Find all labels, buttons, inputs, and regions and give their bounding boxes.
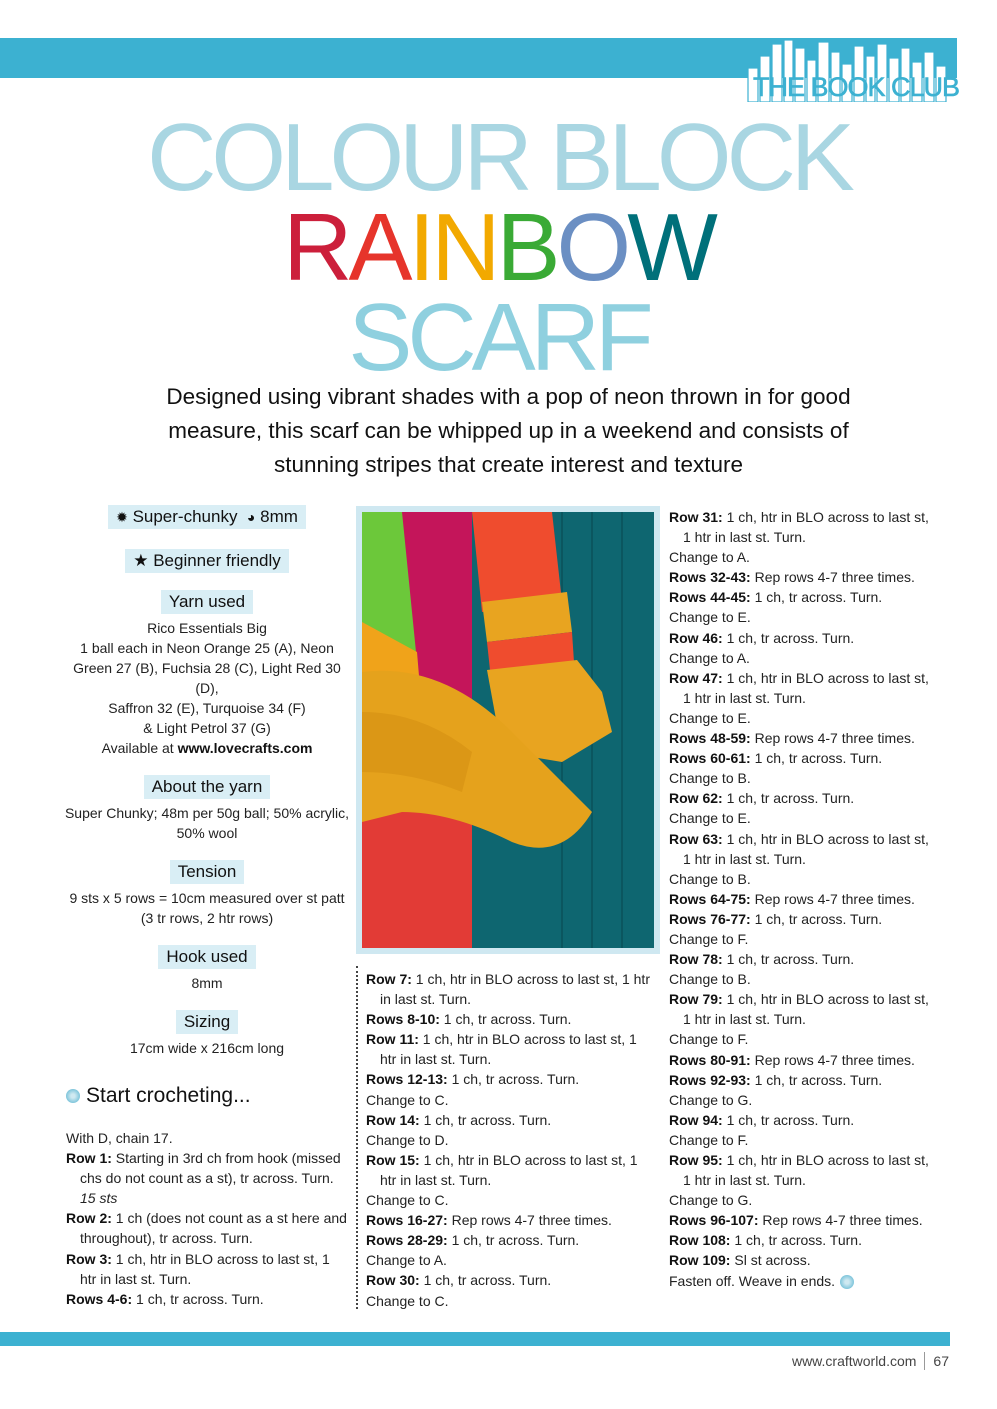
lovecrafts-link[interactable]: www.lovecrafts.com [177, 740, 313, 756]
row-text: 1 ch, htr in BLO across to last st, 1 htr in last st. Turn. [380, 1151, 638, 1188]
pattern-row [669, 929, 939, 949]
row-label: Row 7: [366, 971, 412, 987]
row-text: 1 ch, htr in BLO across to last st, 1 htr in last st. Turn. [683, 509, 929, 546]
row-text: With D, chain 17. [66, 1130, 173, 1146]
row-label: Row 3: [66, 1250, 112, 1267]
intro-text: Designed using vibrant shades with a pop of neon thrown in for good measure, this scarf can be whipped up in a weekend and consists of stunning stripes that create interest and texture [166, 384, 851, 477]
title-letter: N [431, 194, 497, 301]
row-text: 1 ch, htr in BLO across to last st, 1 htr in last st. Turn. [80, 1250, 330, 1287]
row-label: Row 78: [669, 951, 723, 968]
pattern-column-2 [366, 969, 656, 1311]
row-label: Row 31: [669, 509, 723, 525]
title-letter: I [408, 194, 432, 301]
pattern-row [669, 1070, 939, 1090]
pattern-row [366, 1009, 656, 1029]
row-text: 1 ch, htr in BLO across to last st, 1 htr in last st. Turn. [380, 1031, 637, 1068]
sizing-heading: Sizing [176, 1010, 238, 1034]
row-text: 1 ch, htr in BLO across to last st, 1 htr in last st. Turn. [380, 971, 650, 1008]
title-letter: B [496, 194, 557, 301]
row-text: Change to C. [366, 1192, 449, 1209]
row-text: Change to G. [669, 1091, 753, 1108]
pattern-row [669, 567, 939, 587]
weight-badge: ✹ Super-chunky ◕ 8mm [108, 505, 306, 529]
row-label: Rows 96-107: [669, 1212, 759, 1229]
pattern-row [366, 1090, 656, 1110]
row-label: Row 63: [669, 830, 723, 847]
pattern-row [669, 909, 939, 929]
pattern-row [669, 889, 939, 909]
specs-panel [62, 505, 352, 1058]
row-text: Change to E. [669, 709, 751, 726]
row-text: Rep rows 4-7 three times. [750, 569, 915, 586]
pattern-column-1 [66, 1128, 348, 1309]
row-label: Rows 8-10: [366, 1011, 440, 1028]
title-letter: A [348, 194, 409, 301]
pattern-row [669, 969, 939, 989]
pattern-row [669, 1130, 939, 1150]
pattern-row [366, 1270, 656, 1290]
row-label: Rows 76-77: [669, 910, 751, 927]
pattern-row [366, 1150, 656, 1190]
row-text: Change to B. [669, 870, 751, 887]
row-text: Fasten off. Weave in ends. [669, 1272, 836, 1289]
row-text: Change to E. [669, 810, 751, 827]
yarn-ball-icon [66, 1089, 80, 1103]
pattern-row [669, 1029, 939, 1049]
pattern-row [669, 587, 939, 607]
footer-divider [924, 1352, 925, 1370]
row-label: Row 95: [669, 1152, 723, 1168]
row-text: Change to G. [669, 1192, 753, 1209]
pattern-row [66, 1289, 348, 1309]
hook-used-heading: Hook used [158, 945, 255, 969]
pattern-row [366, 969, 656, 1009]
pattern-row [66, 1148, 348, 1208]
title-line-3: SCARF [348, 284, 649, 391]
stitch-count: 15 sts [80, 1190, 118, 1207]
tension-heading: Tension [170, 860, 245, 884]
row-text: Sl st across. [730, 1252, 811, 1269]
row-text: 1 ch, tr across. Turn. [419, 1111, 552, 1128]
start-crocheting-heading: Start crocheting... [66, 1084, 251, 1108]
pattern-row [669, 668, 939, 708]
about-yarn-info: Super Chunky; 48m per 50g ball; 50% acrylic, 50% wool [64, 805, 350, 841]
pattern-row [366, 1110, 656, 1130]
row-text: Starting in 3rd ch from hook (missed chs do not count as a st), tr across. Turn. [80, 1150, 341, 1187]
pattern-row [66, 1208, 348, 1248]
row-text: 1 ch, tr across. Turn. [447, 1071, 580, 1088]
title-letter: R [283, 194, 349, 301]
row-text: 1 ch, tr across. Turn. [750, 589, 883, 606]
row-label: Row 11: [366, 1031, 419, 1048]
pattern-row [669, 628, 939, 648]
hook-icon: ◕ [246, 509, 256, 525]
row-label: Row 1: [66, 1150, 112, 1167]
title-line-1: COLOUR BLOCK [147, 104, 850, 211]
row-label: Row 108: [669, 1232, 731, 1249]
row-label: Rows 80-91: [669, 1051, 751, 1068]
row-label: Rows 16-27: [366, 1212, 448, 1229]
row-text: 1 ch, tr across. Turn. [132, 1290, 264, 1307]
pattern-row [669, 1250, 939, 1270]
pattern-row [66, 1128, 348, 1148]
row-text: Change to A. [366, 1252, 447, 1269]
pattern-row [366, 1250, 656, 1270]
row-label: Rows 12-13: [366, 1071, 448, 1088]
row-text: Change to D. [366, 1131, 449, 1148]
pattern-row [669, 1190, 939, 1210]
row-text: Rep rows 4-7 three times. [750, 1051, 915, 1068]
row-label: Row 46: [669, 629, 723, 646]
pattern-row [669, 989, 939, 1029]
row-label: Rows 48-59: [669, 730, 751, 747]
page-number: 67 [933, 1353, 949, 1369]
pattern-column-3 [669, 507, 939, 1291]
row-text: Rep rows 4-7 three times. [750, 730, 915, 747]
page-footer [792, 1352, 949, 1370]
row-text: Change to F. [669, 930, 749, 947]
row-text: 1 ch, htr in BLO across to last st, 1 htr in last st. Turn. [683, 991, 929, 1028]
pattern-row [669, 1271, 939, 1291]
row-label: Row 30: [366, 1272, 420, 1289]
pattern-row [669, 547, 939, 567]
star-icon: ★ [133, 551, 149, 570]
row-label: Rows 32-43: [669, 569, 751, 586]
row-text: Change to C. [366, 1091, 449, 1108]
pattern-row [669, 808, 939, 828]
level-badge: ★ Beginner friendly [125, 549, 289, 573]
row-label: Row 14: [366, 1111, 420, 1128]
row-text: Change to A. [669, 649, 750, 666]
pattern-row [669, 728, 939, 748]
about-yarn-heading: About the yarn [144, 775, 271, 799]
row-label: Row 109: [669, 1252, 731, 1269]
row-label: Row 15: [366, 1151, 420, 1168]
pattern-row [366, 1230, 656, 1250]
row-text: Change to E. [669, 609, 751, 626]
tension-info: 9 sts x 5 rows = 10cm measured over st patt (3 tr rows, 2 htr rows) [69, 890, 345, 926]
row-text: 1 ch, tr across. Turn. [722, 790, 855, 807]
pattern-row [669, 648, 939, 668]
sizing-info: 17cm wide x 216cm long [129, 1040, 285, 1056]
scarf-photo [356, 506, 660, 954]
pattern-row [669, 788, 939, 808]
pattern-row [669, 1050, 939, 1070]
title-letter: O [556, 194, 628, 301]
row-text: 1 ch, tr across. Turn. [750, 1071, 883, 1088]
row-text: Rep rows 4-7 three times. [750, 890, 915, 907]
pattern-row [66, 1249, 348, 1289]
pattern-row [669, 768, 939, 788]
yarn-used-heading: Yarn used [161, 590, 253, 614]
pattern-row [669, 607, 939, 627]
row-label: Rows 64-75: [669, 890, 751, 907]
pattern-row [669, 1150, 939, 1190]
row-label: Rows 28-29: [366, 1232, 448, 1249]
pattern-row [669, 507, 939, 547]
row-text: Change to F. [669, 1131, 749, 1148]
row-text: 1 ch, tr across. Turn. [722, 629, 855, 646]
row-text: Change to A. [669, 549, 750, 566]
row-label: Row 79: [669, 991, 723, 1008]
pattern-row [669, 1230, 939, 1250]
yarn-used-info: Rico Essentials Big 1 ball each in Neon Orange 25 (A), Neon Green 27 (B), Fuchsia 28 (C), Light Red 30 (D), Saffron 32 (E), Turquoise 34 (F) & Light Petrol 37 (G) Available at www.lovecrafts.com [73, 620, 341, 756]
row-text: Change to B. [669, 770, 751, 787]
row-text: 1 ch, tr across. Turn. [750, 750, 883, 767]
pattern-row [366, 1029, 656, 1069]
pattern-row [366, 1291, 656, 1311]
row-text: 1 ch, tr across. Turn. [447, 1232, 580, 1249]
pattern-row [366, 1210, 656, 1230]
pattern-row [366, 1130, 656, 1150]
row-label: Row 94: [669, 1111, 723, 1128]
row-text: 1 ch (does not count as a st here and throughout), tr across. Turn. [80, 1210, 347, 1247]
column-divider [356, 966, 358, 1309]
row-text: Change to B. [669, 971, 751, 988]
row-text: 1 ch, htr in BLO across to last st, 1 htr in last st. Turn. [683, 1152, 929, 1189]
row-text: 1 ch, htr in BLO across to last st, 1 htr in last st. Turn. [683, 669, 929, 706]
row-label: Rows 92-93: [669, 1071, 751, 1088]
row-text: 1 ch, tr across. Turn. [730, 1232, 862, 1249]
row-text: 1 ch, htr in BLO across to last st, 1 htr in last st. Turn. [683, 830, 929, 867]
row-label: Rows 4-6: [66, 1290, 133, 1307]
section-label: THE BOOK CLUB [752, 72, 959, 102]
row-text: 1 ch, tr across. Turn. [722, 951, 855, 968]
row-text: 1 ch, tr across. Turn. [439, 1011, 572, 1028]
bottom-accent-bar [0, 1332, 950, 1346]
hook-used-info: 8mm [191, 975, 223, 991]
row-text: 1 ch, tr across. Turn. [750, 910, 883, 927]
row-label: Row 62: [669, 790, 723, 807]
pattern-row [669, 949, 939, 969]
row-label: Row 47: [669, 669, 723, 686]
end-marker-icon [840, 1275, 854, 1289]
row-label: Row 2: [66, 1210, 112, 1227]
row-label: Rows 44-45: [669, 589, 751, 606]
pattern-row [366, 1190, 656, 1210]
pattern-row [669, 1110, 939, 1130]
row-text: 1 ch, tr across. Turn. [722, 1111, 855, 1128]
title-line-2 [0, 194, 997, 301]
yarn-ball-icon: ✹ [116, 509, 128, 525]
pattern-row [669, 1090, 939, 1110]
pattern-row [669, 708, 939, 728]
pattern-row [669, 869, 939, 889]
title-letter: W [627, 194, 714, 301]
row-text: 1 ch, tr across. Turn. [419, 1272, 552, 1289]
row-text: Change to C. [366, 1292, 449, 1309]
scarf-illustration [362, 512, 654, 948]
row-label: Rows 60-61: [669, 750, 751, 767]
pattern-row [669, 829, 939, 869]
row-text: Change to F. [669, 1031, 749, 1048]
pattern-row [669, 748, 939, 768]
pattern-row [669, 1210, 939, 1230]
row-text: Rep rows 4-7 three times. [758, 1212, 923, 1229]
row-text: Rep rows 4-7 three times. [447, 1212, 612, 1229]
website-link[interactable]: www.craftworld.com [791, 1353, 917, 1369]
pattern-row [366, 1069, 656, 1089]
